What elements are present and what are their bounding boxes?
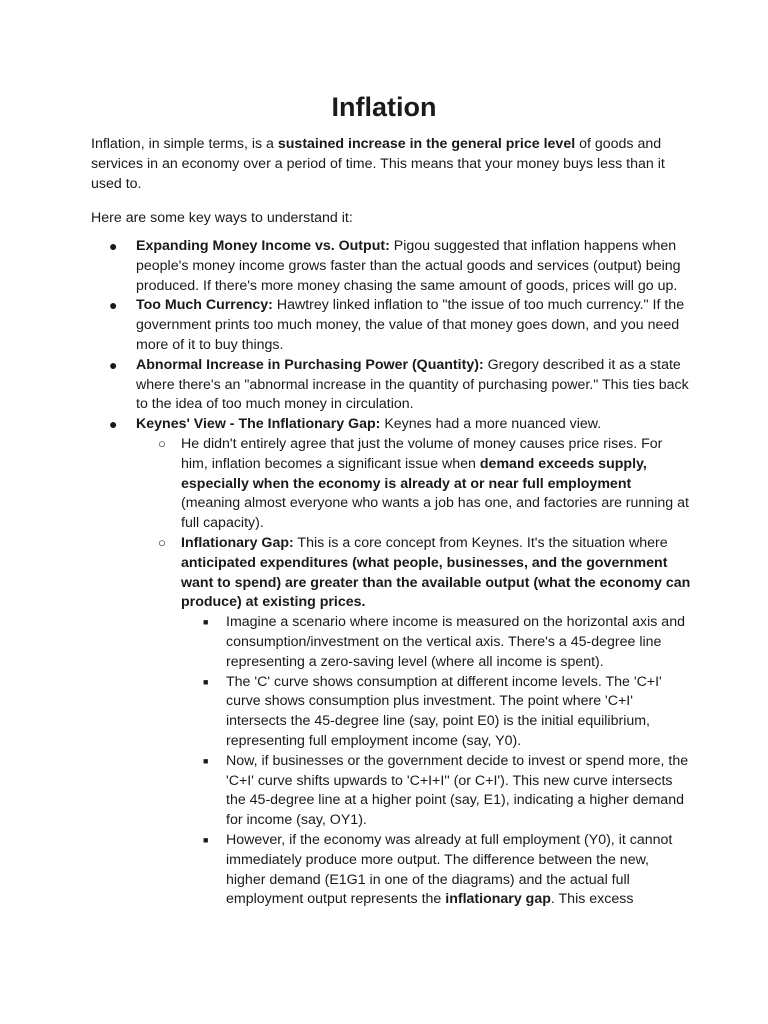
bullet-text: Gregory described it as a state where there's an "abnormal increase in the quantity of purchasing power." This ties back to the idea of too much money in circulation. xyxy=(136,356,689,413)
nested-text: Imagine a scenario where income is measured on the horizontal axis and consumption/investment on the vertical axis. There's a 45-degree line representing a zero-saving level (where all income is spent). xyxy=(226,614,685,670)
key-ways-list xyxy=(91,237,691,910)
circle-marker: ○ xyxy=(158,435,166,451)
sub-text: (meaning almost everyone who wants a job has one, and factories are running at full capacity). xyxy=(181,495,689,532)
nested-text: Now, if businesses or the government decide to invest or spend more, the 'C+I' curve shifts upwards to 'C+I+I'' (or C+I'). This new curve intersects the 45-degree line at a higher point (say, E1), indicating a higher demand for income (say, OY1). xyxy=(226,752,689,829)
sub-bold: demand exceeds supply, especially when the economy is already at or near full employment xyxy=(181,455,647,492)
bullet-marker: ● xyxy=(109,356,118,373)
intro-text-2: of goods and services in an economy over a period of time. This means that your money buys less than it used to. xyxy=(91,136,665,192)
list-item xyxy=(91,296,691,355)
bullet-text: Pigou suggested that inflation happens when people's money income grows faster than the actual goods and services (output) being produced. If there's more money chasing the same amount of goods, prices will go up. xyxy=(136,238,681,294)
bullet-marker: ● xyxy=(109,297,118,314)
bullet-text: Hawtrey linked inflation to "the issue of too much currency." If the government prints too much money, the value of that money goes down, and you need more of it to buy things. xyxy=(136,297,685,353)
sub-bold: anticipated expenditures (what people, businesses, and the government want to spend) are greater than the available output (what the economy can produce) at existing prices. xyxy=(181,554,691,611)
bullet-text: Keynes had a more nuanced view. xyxy=(380,416,602,433)
square-marker: ■ xyxy=(203,834,209,845)
sub-heading: Inflationary Gap: xyxy=(181,534,294,551)
bullet-heading: Keynes' View - The Inflationary Gap: xyxy=(136,416,381,433)
sub-text: This is a core concept from Keynes. It's the situation where xyxy=(293,534,668,551)
intro-paragraph xyxy=(91,135,691,194)
square-marker: ■ xyxy=(203,755,209,766)
square-marker: ■ xyxy=(203,676,209,687)
circle-marker: ○ xyxy=(158,534,166,550)
list-item xyxy=(91,237,691,296)
sub-list-item xyxy=(136,534,691,910)
nested-item xyxy=(181,613,691,672)
bullet-heading: Expanding Money Income vs. Output: xyxy=(136,238,390,254)
bullet-marker: ● xyxy=(109,238,118,254)
nested-text: The 'C' curve shows consumption at different income levels. The 'C+I' curve shows consumption plus investment. The point where 'C+I' intersects the 45-degree line (say, point E0) is the initial equilibrium, representing full employment income (say, Y0). xyxy=(226,673,662,749)
list-item xyxy=(91,356,691,415)
sub-list-item xyxy=(136,435,691,534)
nested-item xyxy=(181,831,691,910)
nested-item xyxy=(181,752,691,831)
intro-bold: sustained increase in the general price level xyxy=(277,136,576,152)
nested-item xyxy=(181,673,691,752)
list-item xyxy=(91,415,691,910)
sub-text: He didn't entirely agree that just the volume of money causes price rises. For him, inflation becomes a significant issue when xyxy=(181,435,663,472)
page-title: Inflation xyxy=(331,92,437,122)
nested-text: . This excess xyxy=(550,891,634,908)
bullet-heading: Abnormal Increase in Purchasing Power (Quantity): xyxy=(136,356,484,373)
nested-text: However, if the economy was already at full employment (Y0), it cannot immediately produce more output. The difference between the new, higher demand (E1G1 in one of the diagrams) and the actual full employment output represents the xyxy=(226,831,673,908)
bullet-marker: ● xyxy=(109,416,118,433)
lead-paragraph: Here are some key ways to understand it: xyxy=(91,210,353,226)
square-marker: ■ xyxy=(203,617,209,628)
nested-bold: inflationary gap xyxy=(445,891,551,908)
bullet-heading: Too Much Currency: xyxy=(136,297,273,314)
intro-text-1: Inflation, in simple terms, is a xyxy=(91,136,278,152)
